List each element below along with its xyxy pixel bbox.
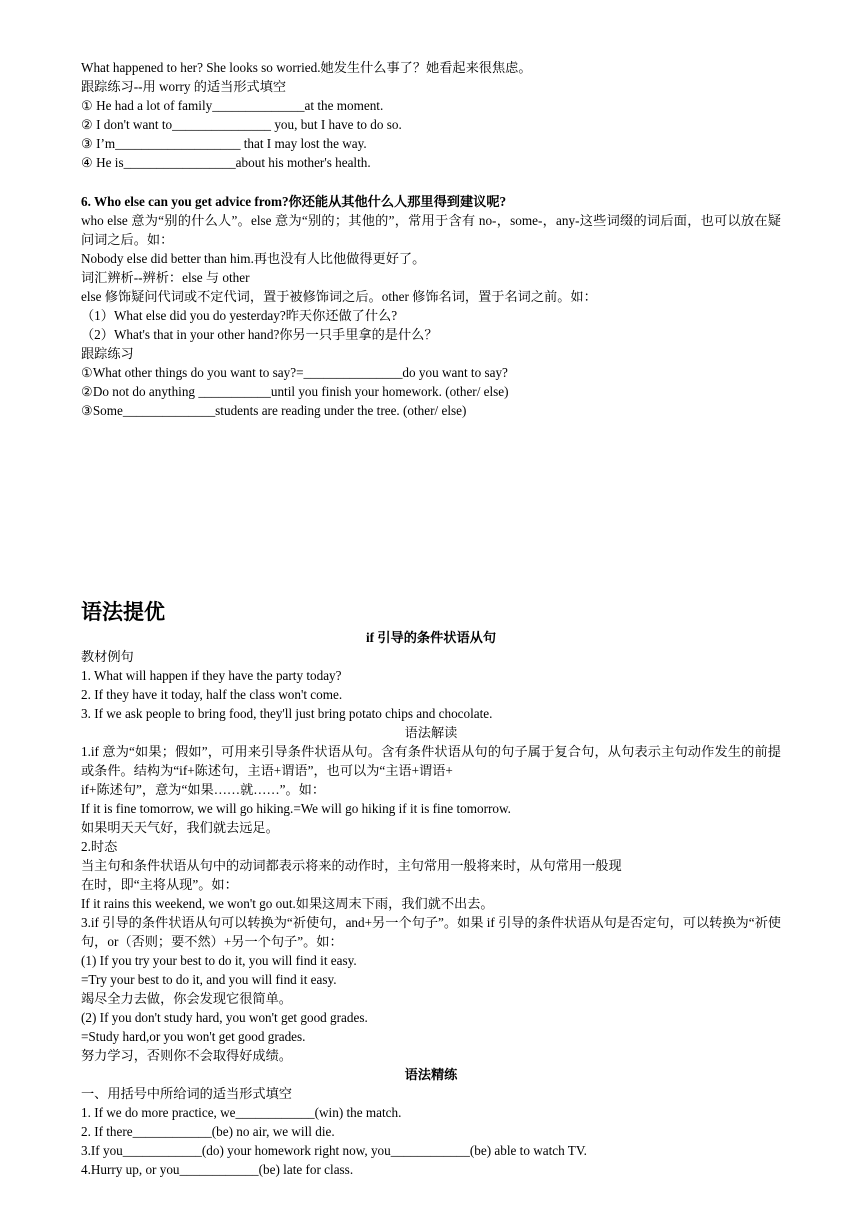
example-line: 2. If they have it today, half the class won't come. bbox=[81, 687, 343, 702]
text-line: else 修饰疑问代词或不定代词，置于被修饰词之后。other 修饰名词，置于名词之前。如： bbox=[81, 289, 597, 304]
text-line: =Try your best to do it, and you will find it easy. bbox=[81, 972, 337, 987]
text-line: 跟踪练习 bbox=[81, 346, 134, 361]
text-line: 2.时态 bbox=[81, 839, 118, 854]
text-line: (2) If you don't study hard, you won't get good grades. bbox=[81, 1010, 368, 1025]
text-line: 跟踪练习--用 worry 的适当形式填空 bbox=[81, 79, 287, 94]
exercise-item: 2. If there____________(be) no air, we will die. bbox=[81, 1124, 335, 1139]
grammar-title: 语法提优 bbox=[81, 600, 165, 624]
text-line: 竭尽全力去做，你会发现它很简单。 bbox=[81, 991, 292, 1006]
practice-title: 语法精练 bbox=[404, 1067, 458, 1082]
paragraph: 1.if 意为“如果；假如”，可用来引导条件状语从句。含有条件状语从句的句子属于复合句，从句表示主句动作发生的前提或条件。结构为“if+陈述句，主语+谓语”，也可以为“主语+谓语+ bbox=[81, 744, 781, 778]
worry-section bbox=[81, 58, 781, 172]
exercise-item: 4.Hurry up, or you____________(be) late for class. bbox=[81, 1162, 354, 1177]
section-heading: 6. Who else can you get advice from?你还能从其他什么人那里得到建议呢? bbox=[81, 194, 507, 209]
text-line: If it is fine tomorrow, we will go hiking.=We will go hiking if it is fine tomorrow. bbox=[81, 801, 511, 816]
practice-instruction: 一、用括号中所给词的适当形式填空 bbox=[81, 1086, 292, 1101]
text-line: =Study hard,or you won't get good grades. bbox=[81, 1029, 306, 1044]
paragraph: 3.if 引导的条件状语从句可以转换为“祈使句，and+另一个句子”。如果 if 引导的条件状语从句是否定句，可以转换为“祈使句，or（否则；要不然）+另一个句子”。如： bbox=[81, 915, 781, 949]
text-line: If it rains this weekend, we won't go out.如果这周末下雨，我们就不出去。 bbox=[81, 896, 494, 911]
exercise-item: ①What other things do you want to say?=_______________do you want to say? bbox=[81, 365, 508, 380]
text-line: What happened to her? She looks so worried.她发生什么事了？她看起来很焦虑。 bbox=[81, 60, 532, 75]
text-line: （1）What else did you do yesterday?昨天你还做了什么? bbox=[81, 308, 398, 323]
text-line: 在时，即“主将从现”。如： bbox=[81, 877, 238, 892]
grammar-section bbox=[81, 628, 781, 1179]
example-line: 3. If we ask people to bring food, they'll just bring potato chips and chocolate. bbox=[81, 706, 493, 721]
exercise-item: 3.If you____________(do) your homework right now, you____________(be) able to watch TV. bbox=[81, 1143, 587, 1158]
exercise-item: ③ I’m___________________ that I may lost the way. bbox=[81, 136, 367, 151]
grammar-subtitle: if 引导的条件状语从句 bbox=[365, 630, 497, 645]
text-line: （2）What's that in your other hand?你另一只手里拿的是什么？ bbox=[81, 327, 438, 342]
exercise-item: ④ He is_________________about his mother's health. bbox=[81, 155, 371, 170]
example-line: 1. What will happen if they have the party today? bbox=[81, 668, 342, 683]
explain-title: 语法解读 bbox=[404, 725, 458, 740]
exercise-item: ②Do not do anything ___________until you finish your homework. (other/ else) bbox=[81, 384, 509, 399]
text-line: if+陈述句”，意为“如果……就……”。如： bbox=[81, 782, 326, 797]
text-line: 努力学习，否则你不会取得好成绩。 bbox=[81, 1048, 292, 1063]
text-line: Nobody else did better than him.再也没有人比他做得更好了。 bbox=[81, 251, 426, 266]
exercise-item: ① He had a lot of family______________at the moment. bbox=[81, 98, 384, 113]
exercise-item: ③Some______________students are reading under the tree. (other/ else) bbox=[81, 403, 467, 418]
text-line: 当主句和条件状语从句中的动词都表示将来的动作时，主句常用一般将来时，从句常用一般现 bbox=[81, 858, 622, 873]
examples-label: 教材例句 bbox=[81, 649, 134, 664]
paragraph: who else 意为“别的什么人”。else 意为“别的；其他的”，常用于含有 no-，some-，any-这些词缀的词后面，也可以放在疑问词之后。如： bbox=[81, 213, 781, 247]
else-section bbox=[81, 192, 781, 420]
text-line: 如果明天天气好，我们就去远足。 bbox=[81, 820, 279, 835]
exercise-item: 1. If we do more practice, we____________(win) the match. bbox=[81, 1105, 402, 1120]
exercise-item: ② I don't want to_______________ you, but I have to do so. bbox=[81, 117, 402, 132]
text-line: 词汇辨析--辨析：else 与 other bbox=[81, 270, 250, 285]
text-line: (1) If you try your best to do it, you will find it easy. bbox=[81, 953, 357, 968]
